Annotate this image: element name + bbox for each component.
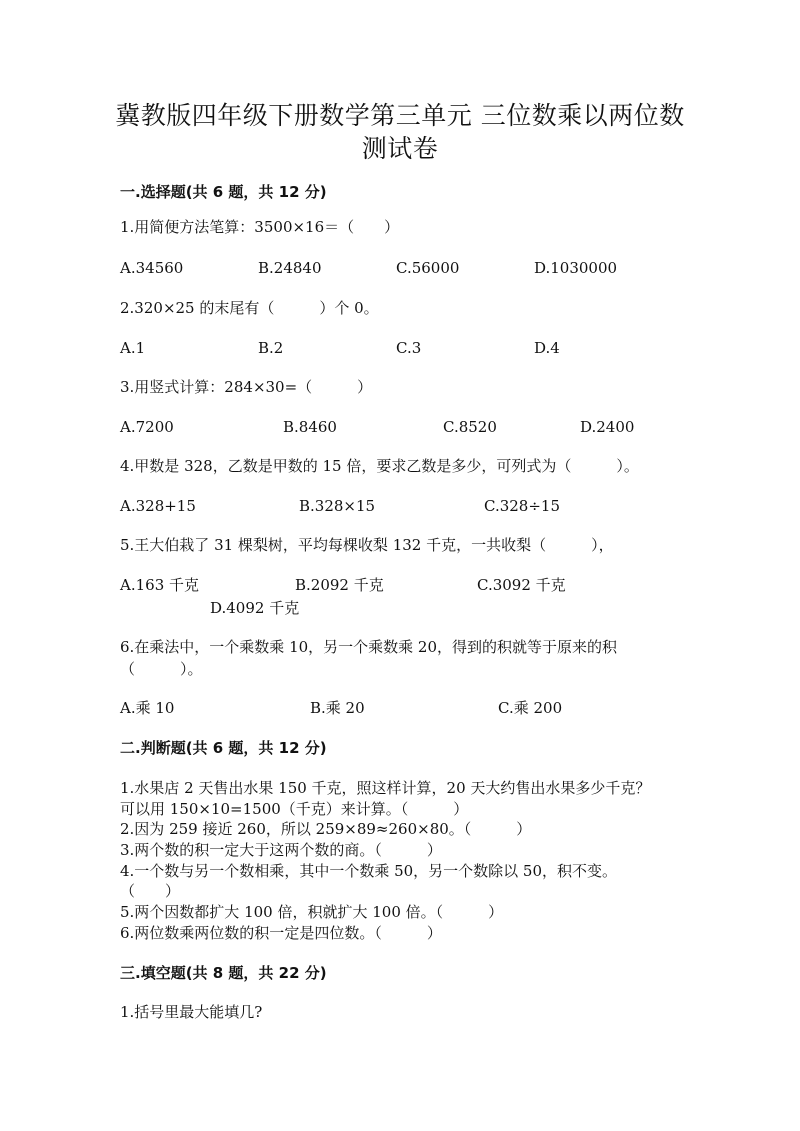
choice-2-option-c: C.3 [396, 339, 422, 357]
choice-question-5: 5.王大伯栽了 31 棵梨树，平均每棵收梨 132 千克，一共收梨（ ）， [120, 536, 614, 554]
judge-line-1: 1.水果店 2 天售出水果 150 千克，照这样计算，20 天大约售出水果多少千克？ [120, 779, 651, 797]
choice-5-option-a: A.163 千克 [120, 576, 199, 594]
choice-6-option-b: B.乘 20 [310, 699, 365, 717]
fill-question-1: 1.括号里最大能填几? [120, 1003, 263, 1021]
choice-question-3: 3.用竖式计算：284×30=（ ） [120, 378, 373, 396]
choice-4-option-a: A.328+15 [120, 497, 196, 515]
choice-5-option-b: B.2092 千克 [295, 576, 384, 594]
choice-question-6: 6.在乘法中，一个乘数乘 10，另一个乘数乘 20，得到的积就等于原来的积 [120, 638, 618, 656]
judge-line-5: 4.一个数与另一个数相乘，其中一个数乘 50，另一个数除以 50，积不变。 [120, 862, 618, 880]
judge-line-4: 3.两个数的积一定大于这两个数的商。（ ） [120, 841, 442, 859]
choice-5-option-c: C.3092 千克 [477, 576, 566, 594]
choice-4-option-b: B.328×15 [299, 497, 376, 515]
choice-3-option-d: D.2400 [580, 418, 635, 436]
paper-title-line2: 测试卷 [361, 134, 439, 163]
judge-line-2: 可以用 150×10=1500（千克）来计算。（ ） [120, 800, 469, 818]
choice-5-option-d: D.4092 千克 [210, 599, 300, 617]
section-judge-heading: 二.判断题(共 6 题，共 12 分) [120, 739, 327, 757]
section-fill-heading: 三.填空题(共 8 题，共 22 分) [120, 964, 327, 982]
choice-question-2: 2.320×25 的末尾有（ ）个 0。 [120, 299, 379, 317]
judge-line-8: 6.两位数乘两位数的积一定是四位数。（ ） [120, 924, 442, 942]
choice-1-option-d: D.1030000 [534, 259, 618, 277]
choice-4-option-c: C.328÷15 [484, 497, 560, 515]
judge-line-6: （ ） [120, 882, 181, 900]
section-choice-heading: 一.选择题(共 6 题，共 12 分) [120, 183, 327, 201]
choice-1-option-a: A.34560 [120, 259, 184, 277]
judge-line-3: 2.因为 259 接近 260，所以 259×89≈260×80。（ ） [120, 820, 532, 838]
choice-1-option-c: C.56000 [396, 259, 460, 277]
choice-2-option-b: B.2 [258, 339, 284, 357]
choice-question-1: 1.用简便方法笔算：3500×16＝（ ） [120, 218, 400, 236]
choice-2-option-a: A.1 [120, 339, 146, 357]
choice-3-option-a: A.7200 [120, 418, 174, 436]
choice-question-4: 4.甲数是 328，乙数是甲数的 15 倍，要求乙数是多少，可列式为（ ）。 [120, 457, 639, 475]
choice-question-6-cont: （ ）。 [120, 660, 203, 678]
choice-6-option-c: C.乘 200 [498, 699, 563, 717]
choice-2-option-d: D.4 [534, 339, 560, 357]
choice-3-option-b: B.8460 [283, 418, 337, 436]
judge-line-7: 5.两个因数都扩大 100 倍，积就扩大 100 倍。（ ） [120, 903, 504, 921]
choice-1-option-b: B.24840 [258, 259, 322, 277]
paper-title: 冀教版四年级下册数学第三单元 三位数乘以两位数 [115, 101, 685, 130]
choice-3-option-c: C.8520 [443, 418, 497, 436]
choice-6-option-a: A.乘 10 [120, 699, 175, 717]
